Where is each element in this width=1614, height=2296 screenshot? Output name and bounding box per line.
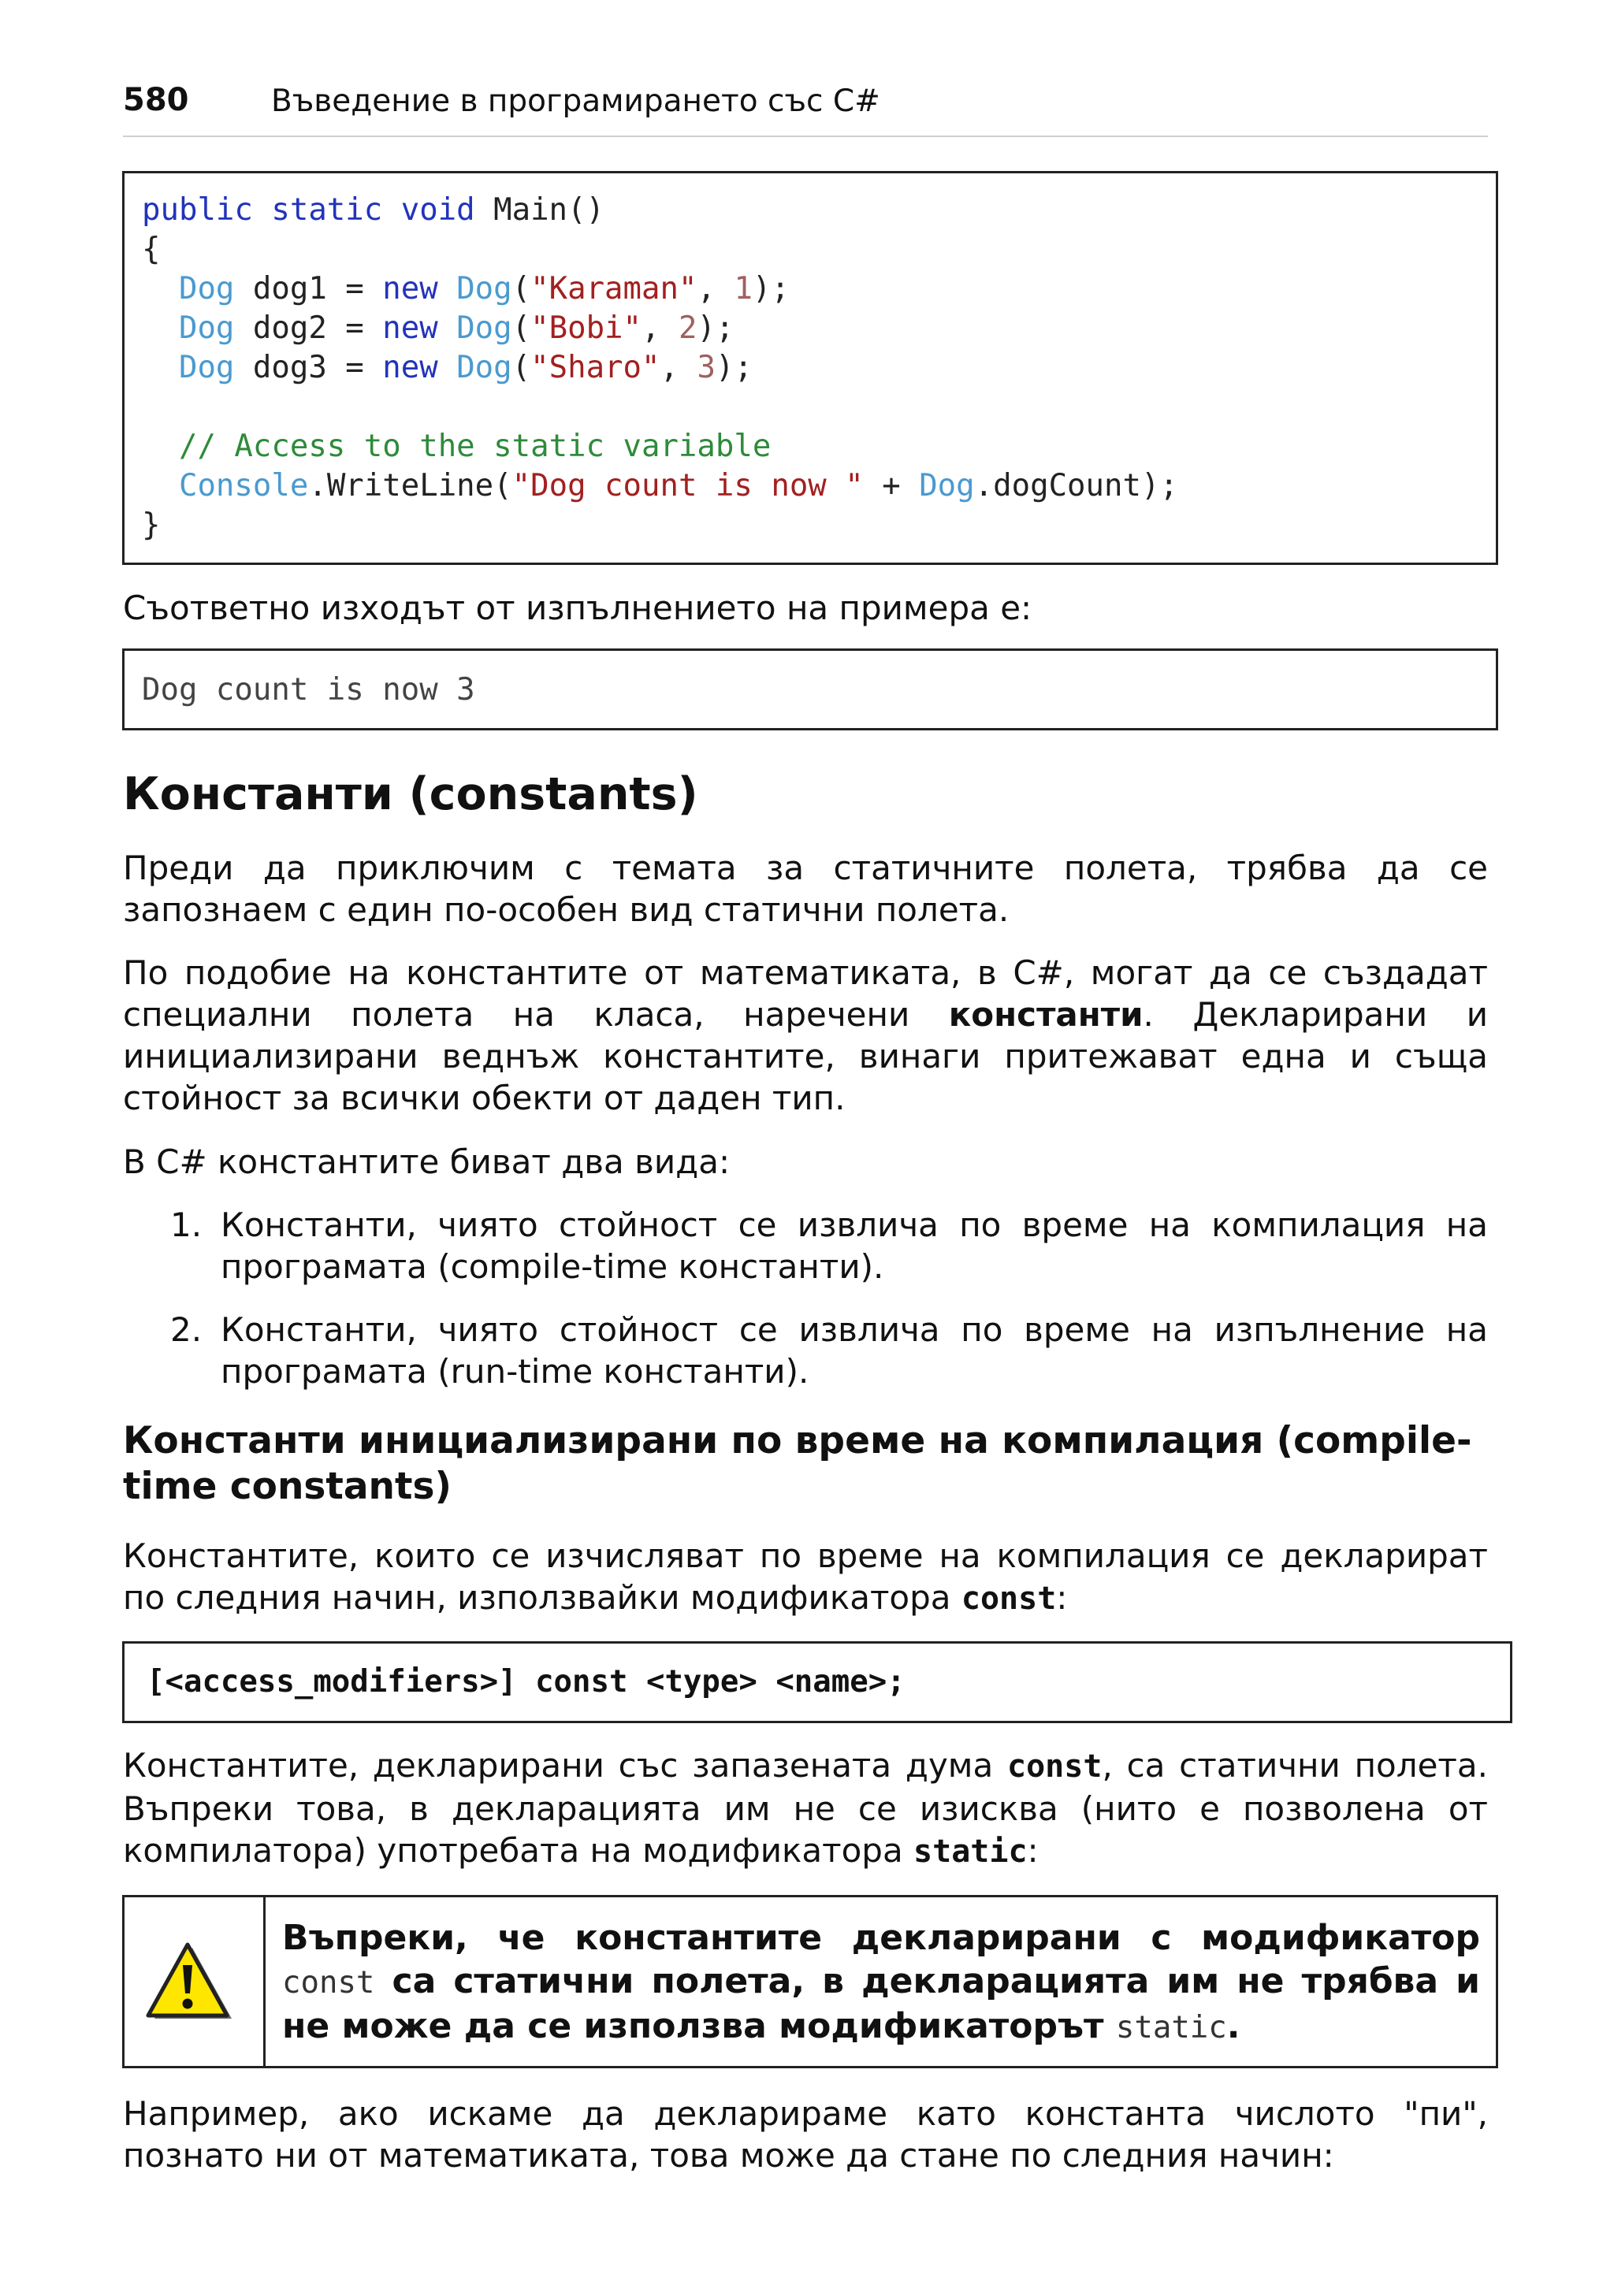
output-intro: Съответно изходът от изпълнението на примера е: (123, 589, 1032, 627)
paragraph-compile-time: Константите, които се изчисляват по време на компилация се декларират по следния начин, използвайки модификатора const: (123, 1536, 1488, 1617)
book-title: Въведение в програмирането със C# (271, 84, 880, 119)
code-listing: public static void Main() { Dog dog1 = new Dog("Karaman", 1); Dog dog2 = new Dog("Bobi", 2); Dog dog3 = new Dog("Sharo", 3); // Access to the static variable Console.WriteLine("Dog count is now " + Dog.dogCount); } (142, 192, 1178, 543)
paragraph-const-static: Константите, декларирани със запазената дума const, са статични полета. Въпреки това, в декларацията им не се изисква (нито е позволена от компилатора) употребата на модификатора static: (123, 1746, 1488, 1870)
syntax-text: [<access_modifiers>] const <type> <name>; (147, 1664, 906, 1700)
paragraph-two-kinds: В C# константите биват два вида: (123, 1142, 731, 1181)
warning-box (122, 1895, 1498, 2068)
output-block (122, 648, 1498, 730)
warning-icon (143, 1941, 235, 2023)
warning-text: Въпреки, че константите декларирани с модификатор const са статични полета, в декларацията им не трябва и не може да се използва модификаторът static. (282, 1918, 1480, 2046)
book-page: 580 Въведение в програмирането със C# public static void Main() { Dog dog1 = new Dog("Karaman", 1); Dog dog2 = new Dog("Bobi", 2); Dog dog3 = new Dog("Sharo", 3); // Access to the static variable Console.WriteLine("Dog count is now " + Dog.dogCount); } Съответно изходът от изпълнението на примера е: Dog count is now 3 Константи (constants) Преди да приключим с темата за статичните полета, трябва да се запознаем с един по-особен вид статични полета. По подобие на константите от математиката, в C#, могат да се създадат специални полета на класа, наречени константи. Декларирани и инициализирани веднъж константите, винаги притежават една и съща стойност за всички обекти от даден тип. В C# константите биват два вида: 1. Константи, чиято стойност се извлича по време на компилация на програмата (compile-time константи). 2. Константи, чиято стойност се извлича по време на изпълнение на програмата (run-time константи). Константи инициализирани по време на компилация (compile-time constants) Константите, които се изчисляват по време на компилация се декларират по следния начин, използвайки модификатора const: [<access_modifiers>] const <type> <name>; Константите, декларирани със запазената дума const, са статични полета. Въпреки това, в декларацията им не се изисква (нито е позволена от компилатора) употребата на модификатора static: Въпреки, че константите декларирани с модификатор const са статични полета, в декларацията им не трябва и не може да се използва модификаторът static. Например, ако искаме да декларираме като константа числото "пи", познато ни от математиката, това може да стане по следния начин: (0, 0, 1614, 2296)
paragraph-pi-example: Например, ако искаме да декларираме като константа числото "пи", познато ни от математиката, това може да стане по следния начин: (123, 2094, 1488, 2175)
output-text: Dog count is now 3 (142, 672, 475, 708)
section-heading-compile-time: Константи инициализирани по време на компилация (compile-time constants) (123, 1419, 1472, 1508)
code-block-main (122, 171, 1498, 565)
page-header (123, 82, 1488, 137)
syntax-block (122, 1641, 1512, 1723)
paragraph-constants-definition: По подобие на константите от математиката, в C#, могат да се създадат специални полета на класа, наречени константи. Декларирани и инициализирани веднъж константите, винаги притежават една и съща стойност за всички обекти от даден тип. (123, 953, 1488, 1117)
section-heading-constants: Константи (constants) (123, 768, 698, 820)
warning-icon-cell (125, 1897, 266, 2066)
page-number: 580 (123, 82, 189, 118)
paragraph-intro: Преди да приключим с темата за статичните полета, трябва да се запознаем с един по-особен вид статични полета. (123, 849, 1488, 929)
